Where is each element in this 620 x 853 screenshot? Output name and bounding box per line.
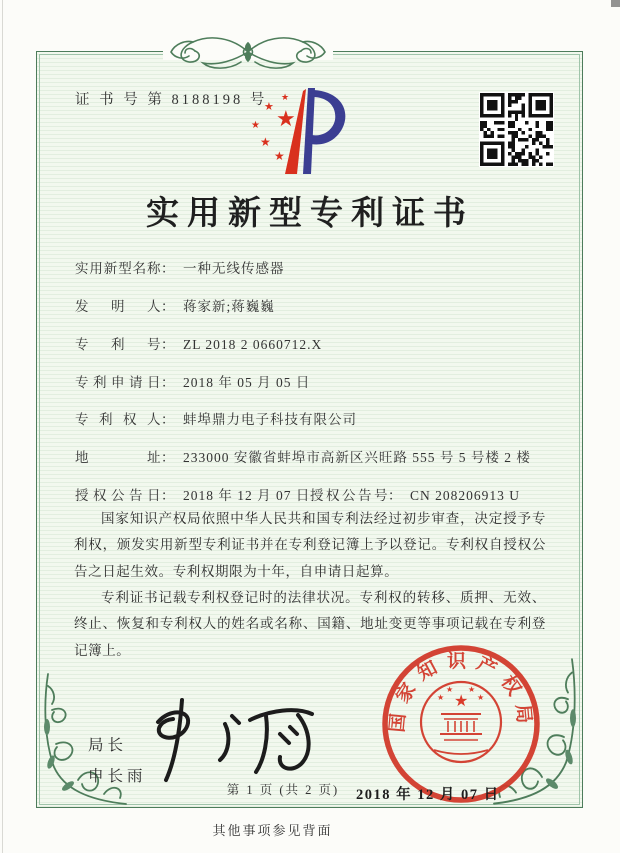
svg-text:★: ★ [454, 691, 469, 710]
field-patentee [75, 408, 357, 428]
signer-title: 局长 [88, 737, 128, 754]
field-utility-model-name [75, 257, 285, 277]
svg-text:★: ★ [468, 685, 476, 694]
svg-text:★: ★ [281, 93, 290, 103]
svg-text:★: ★ [274, 149, 285, 163]
field-value: 蒋家新;蒋巍巍 [183, 299, 275, 314]
svg-text:★: ★ [251, 120, 260, 131]
cnipa-ip-logo-icon [248, 84, 360, 178]
field-label: 地址 [75, 450, 161, 465]
field-inventor [75, 295, 275, 315]
grant-no-value: CN 208206913 U [410, 488, 521, 503]
field-address [75, 446, 531, 466]
page-number: 第 1 页 (共 2 页) [226, 783, 340, 797]
field-value: 蚌埠鼎力电子科技有限公司 [183, 412, 357, 427]
qr-code [479, 92, 554, 167]
certificate-number: 证 书 号 第 8188198 号 [75, 92, 268, 108]
field-label: 专利号 [75, 337, 161, 352]
body-paragraph-1: 国家知识产权局依照中华人民共和国专利法经过初步审查，决定授予专利权，颁发实用新型专利证书并在专利登记簿上予以登记。专利权自授权公告之日起生效。专利权期限为十年，自申请日起算。 [74, 511, 546, 579]
field-value: 2018 年 05 月 05 日 [183, 375, 311, 390]
signer-name: 申长雨 [88, 768, 147, 785]
back-side-note: 其他事项参见背面 [212, 823, 333, 838]
top-border-flourish-icon [163, 30, 333, 75]
director-signature-icon [128, 690, 333, 790]
field-grant-number [310, 484, 520, 504]
seal-ring-text: 国家知识产权局 [387, 651, 535, 734]
svg-text:★: ★ [264, 100, 274, 113]
seal-date: 2018 年 12 月 07 日 [356, 787, 500, 803]
field-label: 发明人 [75, 299, 161, 314]
field-colon: ： [161, 261, 175, 276]
field-grant-row [75, 484, 545, 504]
field-filing-date [75, 371, 310, 391]
field-colon: ： [161, 299, 175, 314]
field-label: 专利权人 [75, 412, 161, 427]
field-value: ZL 2018 2 0660712.X [183, 337, 323, 352]
field-colon: ： [388, 488, 402, 503]
certificate-title: 实用新型专利证书 [146, 196, 474, 232]
field-value: 一种无线传感器 [183, 261, 285, 276]
field-colon: ： [161, 488, 175, 503]
field-colon: ： [161, 450, 175, 465]
grant-date-value: 2018 年 12 月 07 日 [183, 488, 311, 503]
field-colon: ： [161, 412, 175, 427]
scan-artifact [611, 0, 620, 7]
svg-text:★: ★ [446, 685, 454, 694]
field-colon: ： [161, 375, 175, 390]
grant-no-label: 授权公告号 [310, 488, 388, 503]
grant-date-label: 授权公告日 [75, 488, 161, 503]
legal-body-text [74, 506, 546, 664]
field-label: 实用新型名称 [75, 261, 161, 276]
scan-edge [2, 0, 3, 853]
svg-text:★: ★ [437, 693, 445, 702]
svg-text:★: ★ [477, 693, 485, 702]
body-paragraph-2: 专利证书记载专利权登记时的法律状况。专利权的转移、质押、无效、终止、恢复和专利权人的姓名或名称、国籍、地址变更等事项记载在专利登记簿上。 [74, 589, 546, 658]
svg-text:★: ★ [276, 107, 296, 132]
field-value: 233000 安徽省蚌埠市高新区兴旺路 555 号 5 号楼 2 楼 [183, 450, 531, 465]
field-colon: ： [161, 337, 175, 352]
field-label: 专利申请日 [75, 375, 161, 390]
svg-text:★: ★ [260, 135, 271, 149]
field-patent-number [75, 333, 322, 353]
